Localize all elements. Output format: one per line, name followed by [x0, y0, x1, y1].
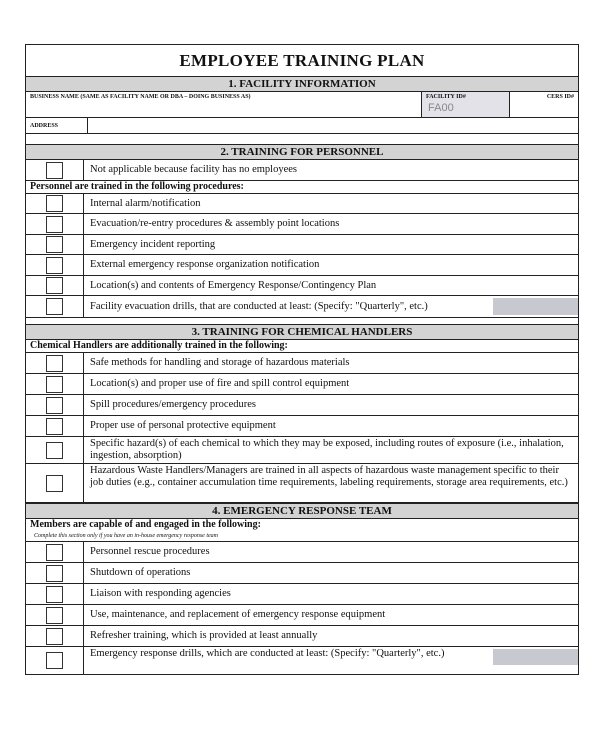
cers-id-label: CERS ID#	[546, 94, 574, 100]
response-team-item-text: Emergency response drills, which are conducted at least: (Specify: "Quarterly", etc.)	[90, 648, 445, 659]
handler-item-text: Location(s) and proper use of fire and spill control equipment	[90, 378, 350, 389]
address-field[interactable]	[88, 118, 578, 133]
response-team-item-text: Use, maintenance, and replacement of emergency response equipment	[90, 609, 386, 620]
handler-item-text: Hazardous Waste Handlers/Managers are trained in all aspects of hazardous waste management specific to their job duties (e.g., container accumulation time requirements, labeling requirements, storage area requirements, etc.)	[90, 465, 568, 488]
section-2-subheader: Personnel are trained in the following procedures:	[26, 181, 578, 194]
training-plan-form	[25, 44, 579, 675]
business-name-label: BUSINESS NAME (SAME AS FACILITY NAME OR DBA – DOING BUSINESS AS)	[30, 94, 251, 100]
response-team-item-text: Shutdown of operations	[90, 567, 191, 578]
address-label: ADDRESS	[30, 122, 59, 129]
business-name-field[interactable]	[26, 92, 422, 117]
handler-checkbox[interactable]	[46, 442, 63, 459]
section-1-header: 1. FACILITY INFORMATION	[26, 77, 578, 92]
section-3-header: 3. TRAINING FOR CHEMICAL HANDLERS	[26, 324, 578, 340]
response-team-row	[26, 584, 578, 605]
personnel-checkbox[interactable]	[46, 298, 63, 315]
evacuation-frequency-input[interactable]	[493, 298, 578, 315]
personnel-row	[26, 214, 578, 235]
response-team-checkbox[interactable]	[46, 628, 63, 645]
response-team-item-text: Refresher training, which is provided at least annually	[90, 630, 318, 641]
handler-row	[26, 353, 578, 374]
not-applicable-text: Not applicable because facility has no employees	[90, 164, 298, 175]
address-row	[26, 118, 578, 134]
personnel-checkbox[interactable]	[46, 277, 63, 294]
personnel-item-text: External emergency response organization notification	[90, 259, 320, 270]
not-applicable-checkbox-cell	[26, 160, 84, 180]
response-team-row	[26, 626, 578, 647]
section-4-note: Complete this section only if you have an in-house emergency response team	[26, 531, 578, 542]
handler-row	[26, 464, 578, 503]
personnel-item-text: Location(s) and contents of Emergency Response/Contingency Plan	[90, 279, 377, 291]
handler-item-text: Safe methods for handling and storage of hazardous materials	[90, 357, 350, 368]
form-title: EMPLOYEE TRAINING PLAN	[26, 45, 578, 77]
response-team-row	[26, 647, 578, 674]
personnel-row	[26, 255, 578, 276]
not-applicable-row	[26, 160, 578, 181]
cers-id-field[interactable]	[510, 92, 578, 117]
response-team-row	[26, 605, 578, 626]
response-team-row	[26, 563, 578, 584]
section-2-header: 2. TRAINING FOR PERSONNEL	[26, 144, 578, 160]
response-team-checkbox[interactable]	[46, 607, 63, 624]
handler-row	[26, 395, 578, 416]
personnel-item-text: Evacuation/re-entry procedures & assembly point locations	[90, 218, 340, 229]
not-applicable-checkbox[interactable]	[46, 162, 63, 179]
personnel-row	[26, 276, 578, 296]
personnel-checkbox[interactable]	[46, 195, 63, 212]
response-team-checkbox[interactable]	[46, 586, 63, 603]
address-label-cell	[26, 118, 88, 133]
handler-checkbox[interactable]	[46, 355, 63, 372]
section-4-subheader: Members are capable of and engaged in the following:	[30, 519, 261, 530]
section-4-header: 4. EMERGENCY RESPONSE TEAM	[26, 503, 578, 519]
personnel-row	[26, 235, 578, 255]
personnel-item-text: Emergency incident reporting	[90, 238, 216, 250]
handler-checkbox[interactable]	[46, 475, 63, 492]
personnel-checkbox[interactable]	[46, 257, 63, 274]
handler-checkbox[interactable]	[46, 376, 63, 393]
facility-id-label: FACILITY ID#	[426, 94, 466, 100]
personnel-item-text: Facility evacuation drills, that are conducted at least: (Specify: "Quarterly", etc.)	[90, 300, 428, 312]
facility-id-value: FA00	[428, 102, 454, 114]
response-team-row	[26, 542, 578, 563]
response-team-checkbox[interactable]	[46, 544, 63, 561]
response-team-item-text: Liaison with responding agencies	[90, 588, 231, 599]
response-team-checkbox[interactable]	[46, 652, 63, 669]
facility-id-field[interactable]	[422, 92, 510, 117]
response-team-item-text: Personnel rescue procedures	[90, 546, 210, 557]
facility-info-row	[26, 92, 578, 118]
personnel-checkbox[interactable]	[46, 216, 63, 233]
handler-item-text: Spill procedures/emergency procedures	[90, 399, 256, 410]
handler-item-text: Proper use of personal protective equipment	[90, 420, 276, 431]
handler-item-text: Specific hazard(s) of each chemical to which they may be exposed, including routes of exposure (i.e., inhalation, ingestion, absorption)	[90, 438, 564, 461]
personnel-item-text: Internal alarm/notification	[90, 197, 201, 209]
response-team-checkbox[interactable]	[46, 565, 63, 582]
handler-row	[26, 437, 578, 464]
drill-frequency-input[interactable]	[493, 649, 578, 665]
personnel-checkbox[interactable]	[46, 236, 63, 253]
handler-row	[26, 416, 578, 437]
handler-checkbox[interactable]	[46, 397, 63, 414]
personnel-row	[26, 296, 578, 318]
section-3-subheader: Chemical Handlers are additionally trained in the following:	[26, 340, 578, 353]
handler-checkbox[interactable]	[46, 418, 63, 435]
personnel-row	[26, 194, 578, 214]
handler-row	[26, 374, 578, 395]
